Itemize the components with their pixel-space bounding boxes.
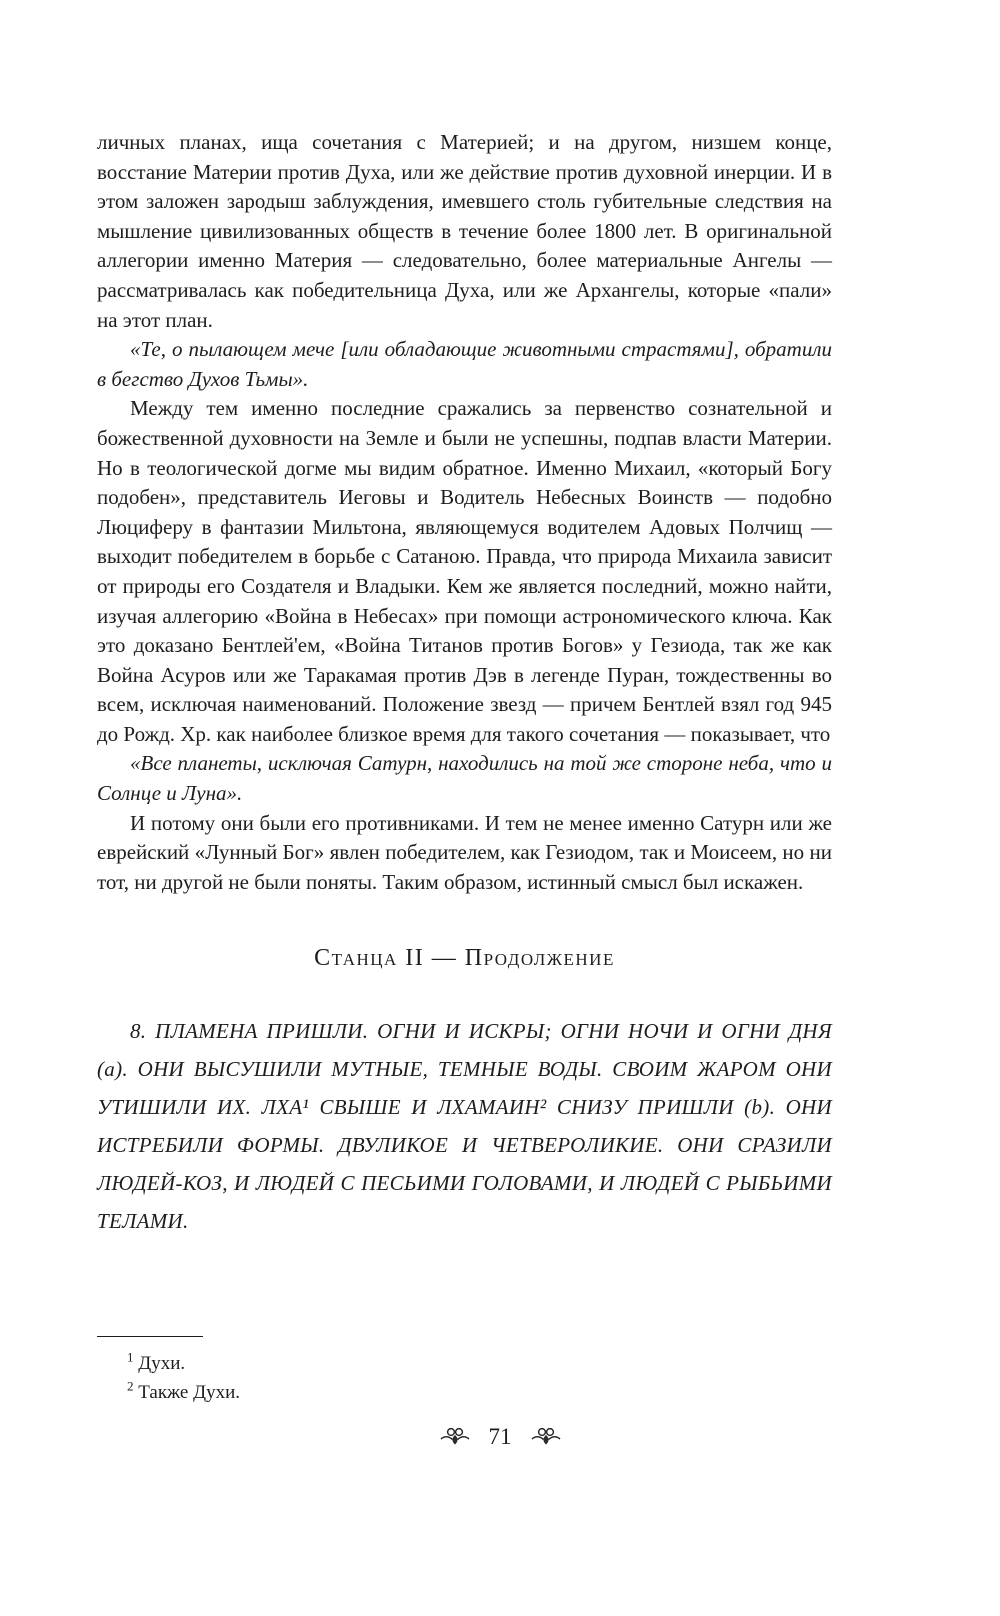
page-number: 71	[488, 1424, 512, 1449]
page-footer	[0, 1424, 1000, 1450]
section-heading: Станца II — Продолжение	[314, 945, 615, 972]
stanza-text: 8. ПЛАМЕНА ПРИШЛИ. ОГНИ И ИСКРЫ; ОГНИ НОЧИ И ОГНИ ДНЯ (а). ОНИ ВЫСУШИЛИ МУТНЫЕ, ТЕМНЫЕ ВОДЫ. СВОИМ ЖАРОМ ОНИ УТИШИЛИ ИХ. ЛХА¹ СВЫШЕ И ЛХАМАИН² СНИЗУ ПРИШЛИ (b). ОНИ ИСТРЕБИЛИ ФОРМЫ. ДВУЛИКОЕ И ЧЕТВЕРОЛИКИЕ. ОНИ СРАЗИЛИ ЛЮДЕЙ-КОЗ, И ЛЮДЕЙ С ПЕСЬИМИ ГОЛОВАМИ, И ЛЮДЕЙ С РЫБЬИМИ ТЕЛАМИ.	[97, 1019, 832, 1234]
fleuron-left-icon	[439, 1426, 471, 1448]
footnote	[127, 1378, 832, 1407]
footnote	[127, 1349, 832, 1378]
footnote-marker: 2	[127, 1378, 134, 1394]
body-paragraph: И потому они были его противниками. И тем не менее именно Сатурн или же еврейский «Лунный Бог» явлен победителем, как Гезиодом, так и Моисеем, но ни тот, ни другой не были поняты. Таким образом, истинный смысл был искажен.	[97, 810, 832, 894]
footnote-text: Также Духи.	[138, 1382, 240, 1403]
quote-paragraph: «Все планеты, исключая Сатурн, находились на той же стороне неба, что и Солнце и Луна».	[97, 751, 832, 806]
footnotes	[97, 1336, 832, 1407]
quote-paragraph: «Те, о пылающем мече [или обладающие животными страстями], обратили в бегство Духов Тьмы».	[97, 337, 832, 391]
text-area	[97, 128, 832, 1240]
body-paragraph: личных планах, ища сочетания с Материей; и на другом, низшем конце, восстание Материи против Духа, или же действие против духовной инерции. И в этом заложен зародыш заблуждения, имевшего столь губительные следствия на мышление цивилизованных обществ в течение более 1800 лет. В оригинальной аллегории именно Материя — следовательно, более материальные Ангелы — рассматривалась как победительница Духа, или же Архангелы, которые «пали» на этот план.	[97, 130, 832, 332]
footnote-text: Духи.	[138, 1353, 186, 1374]
fleuron-right-icon	[530, 1426, 562, 1448]
footnote-divider	[97, 1336, 203, 1337]
body-paragraph: Между тем именно последние сражались за первенство сознательной и божественной духовности на Земле и были не успешны, подпав власти Материи. Но в теологической догме мы видим обратное. Именно Михаил, «который Богу подобен», представитель Иеговы и Водитель Небесных Воинств — подобно Люциферу в фантазии Мильтона, являющемуся водителем Адовых Полчищ — выходит победителем в борьбе с Сатаною. Правда, что природа Михаила зависит от природы его Создателя и Владыки. Кем же является последний, можно найти, изучая аллегорию «Война в Небесах» при помощи астрономического ключа. Как это доказано Бентлей'ем, «Война Титанов против Богов» у Гезиода, так же как Война Асуров или же Таракамая против Дэв в легенде Пуран, тождественны во всем, исключая наименований. Положение звезд — причем Бентлей взял год 945 до Рожд. Хр. как наиболее близкое время для такого сочетания — показывает, что	[97, 396, 832, 746]
footnote-marker: 1	[127, 1349, 134, 1365]
